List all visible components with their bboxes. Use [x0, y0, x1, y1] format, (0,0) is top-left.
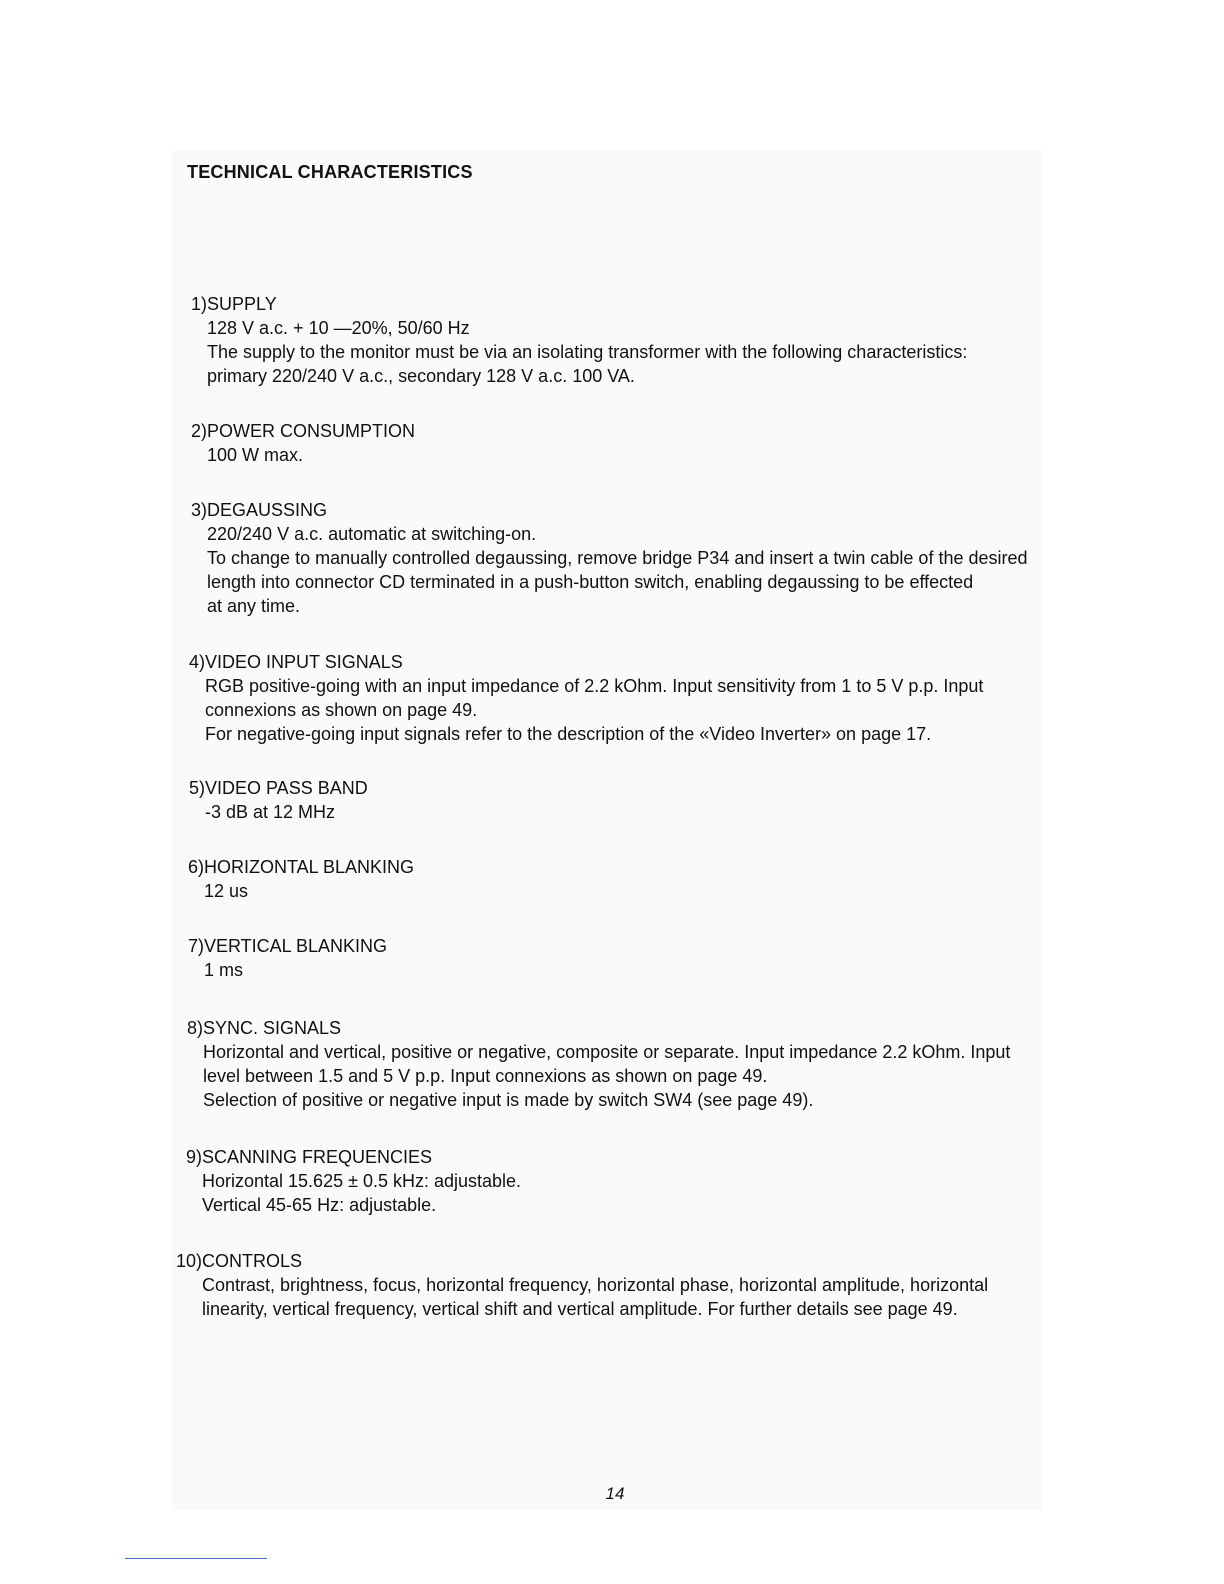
body-line: 220/240 V a.c. automatic at switching-on.: [207, 524, 537, 544]
section-heading: [185, 292, 1045, 316]
section-scanning-frequencies: [180, 1145, 1040, 1217]
page-number: 14: [605, 1484, 625, 1503]
section-power-consumption: [185, 419, 1045, 467]
section-title: VIDEO INPUT SIGNALS: [205, 652, 403, 672]
section-heading: [182, 934, 1042, 958]
section-sync-signals: [181, 1016, 1041, 1112]
section-horizontal-blanking: [182, 855, 1042, 903]
body-line: primary 220/240 V a.c., secondary 128 V a.c. 100 VA.: [207, 366, 635, 386]
body-line: at any time.: [207, 596, 301, 616]
section-title: SYNC. SIGNALS: [203, 1018, 342, 1038]
body-line: For negative-going input signals refer to the description of the «Video Inverter» on page 17.: [205, 724, 932, 744]
section-vertical-blanking: [182, 934, 1042, 982]
section-body: [204, 879, 1040, 903]
body-line: 12 us: [204, 881, 249, 901]
section-number: 8): [186, 1018, 203, 1038]
section-number: 3): [190, 500, 207, 520]
section-controls: [171, 1249, 1031, 1321]
section-title: SCANNING FREQUENCIES: [202, 1147, 433, 1167]
section-number: 2): [190, 421, 207, 441]
section-number: 10): [175, 1251, 202, 1271]
body-line: The supply to the monitor must be via an isolating transformer with the following characteristics:: [207, 342, 968, 362]
section-video-pass-band: [183, 776, 1043, 824]
body-line: 1 ms: [204, 960, 244, 980]
body-line: -3 dB at 12 MHz: [205, 802, 336, 822]
section-number: 1): [190, 294, 207, 314]
section-body: [207, 522, 1043, 618]
section-number: 5): [188, 778, 205, 798]
body-line: level between 1.5 and 5 V p.p. Input connexions as shown on page 49.: [203, 1066, 768, 1086]
section-number: 4): [188, 652, 205, 672]
section-heading: [185, 419, 1045, 443]
section-body: [205, 674, 1041, 746]
body-line: linearity, vertical frequency, vertical shift and vertical amplitude. For further details see page 49.: [202, 1299, 958, 1319]
section-title: POWER CONSUMPTION: [207, 421, 416, 441]
section-title: CONTROLS: [202, 1251, 303, 1271]
section-title: HORIZONTAL BLANKING: [204, 857, 415, 877]
body-line: Contrast, brightness, focus, horizontal frequency, horizontal phase, horizontal amplitude, horizontal: [202, 1275, 989, 1295]
footer-divider: [125, 1558, 267, 1559]
body-line: connexions as shown on page 49.: [205, 700, 478, 720]
body-line: RGB positive-going with an input impedance of 2.2 kOhm. Input sensitivity from 1 to 5 V p.p. Input: [205, 676, 984, 696]
section-heading: [180, 1145, 1040, 1169]
section-number: 9): [185, 1147, 202, 1167]
section-heading: [185, 498, 1045, 522]
section-title: VIDEO PASS BAND: [205, 778, 368, 798]
body-line: 128 V a.c. + 10 —20%, 50/60 Hz: [207, 318, 470, 338]
body-line: 100 W max.: [207, 445, 304, 465]
section-title: VERTICAL BLANKING: [204, 936, 388, 956]
body-line: Selection of positive or negative input is made by switch SW4 (see page 49).: [203, 1090, 814, 1110]
body-line: length into connector CD terminated in a push-button switch, enabling degaussing to be effected: [207, 572, 974, 592]
body-line: Horizontal 15.625 ± 0.5 kHz: adjustable.: [202, 1171, 522, 1191]
section-body: [202, 1169, 1038, 1217]
body-line: Horizontal and vertical, positive or negative, composite or separate. Input impedance 2.2 kOhm. Input: [203, 1042, 1011, 1062]
section-title: SUPPLY: [207, 294, 277, 314]
section-body: [202, 1273, 1038, 1321]
section-heading: [181, 1016, 1041, 1040]
section-video-input-signals: [183, 650, 1043, 746]
section-heading: [183, 776, 1043, 800]
section-number: 7): [187, 936, 204, 956]
section-title: DEGAUSSING: [207, 500, 328, 520]
section-degaussing: [185, 498, 1045, 618]
body-line: To change to manually controlled degaussing, remove bridge P34 and insert a twin cable of the desired: [207, 548, 1028, 568]
body-line: Vertical 45-65 Hz: adjustable.: [202, 1195, 437, 1215]
section-body: [207, 316, 1043, 388]
section-body: [203, 1040, 1039, 1112]
section-number: 6): [187, 857, 204, 877]
section-heading: [182, 855, 1042, 879]
page-title: TECHNICAL CHARACTERISTICS: [187, 162, 473, 182]
section-body: [207, 443, 1043, 467]
section-heading: [171, 1249, 1031, 1273]
section-body: [205, 800, 1041, 824]
section-body: [204, 958, 1040, 982]
section-supply: [185, 292, 1045, 388]
section-heading: [183, 650, 1043, 674]
